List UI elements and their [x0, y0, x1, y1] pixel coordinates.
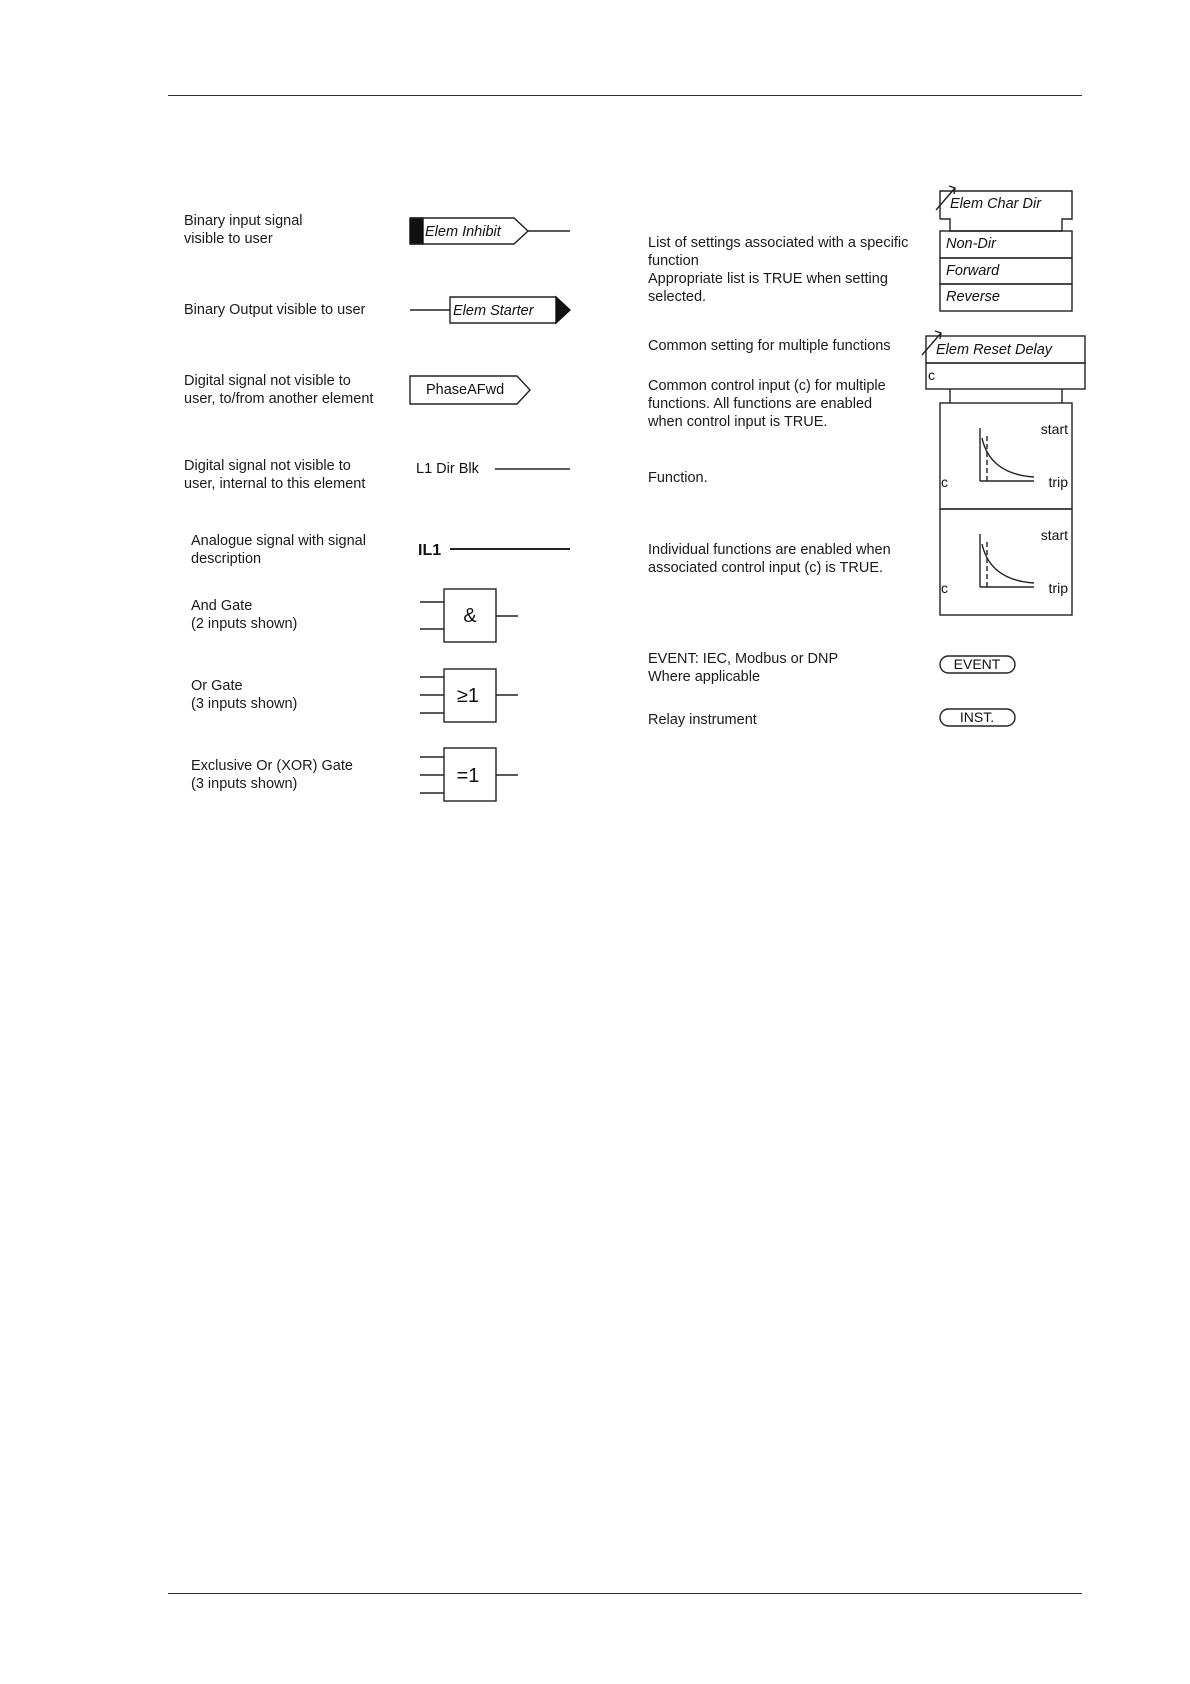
analogue-label: IL1: [418, 542, 442, 559]
individual-function-block: [940, 509, 1072, 615]
binary-input-symbol: [410, 218, 570, 244]
individual-functions-desc: Individual functions are enabled when associated control input (c) is TRUE.: [648, 542, 891, 576]
individual-start-label: start: [1040, 527, 1068, 543]
binary-input-desc: Binary input signal visible to user: [184, 213, 303, 247]
digital-internal-symbol: [416, 461, 570, 477]
individual-c-label: c: [941, 580, 948, 596]
common-control-c-label: c: [928, 367, 935, 383]
inverse-curve-icon: [982, 544, 1034, 583]
settings-option-2: Forward: [946, 263, 1000, 279]
common-setting-desc: Common setting for multiple functions: [648, 338, 891, 354]
xor-gate-label: =1: [456, 765, 480, 787]
digital-external-label: PhaseAFwd: [426, 382, 505, 398]
function-c-label: c: [941, 474, 948, 490]
common-control-symbol: [926, 363, 1085, 403]
common-control-desc: Common control input (c) for multiple functions. All functions are enabled when control input is TRUE.: [648, 378, 886, 430]
analogue-desc: Analogue signal with signal description: [191, 533, 366, 567]
or-gate-symbol: [420, 669, 518, 722]
and-gate-symbol: [420, 589, 518, 642]
binary-output-symbol: [410, 297, 570, 323]
digital-internal-label: L1 Dir Blk: [416, 461, 479, 477]
binary-output-desc: Binary Output visible to user: [184, 302, 366, 318]
or-gate-label: ≥1: [456, 685, 480, 707]
function-trip-label: trip: [1048, 474, 1068, 490]
common-setting-symbol: [922, 331, 1085, 363]
binary-input-label: Elem Inhibit: [425, 224, 501, 240]
function-desc: Function.: [648, 470, 708, 486]
function-start-label: start: [1040, 421, 1068, 437]
common-setting-title: Elem Reset Delay: [936, 342, 1053, 358]
binary-output-label: Elem Starter: [453, 303, 534, 319]
instrument-label: INST.: [959, 709, 995, 725]
xor-gate-symbol: [420, 748, 518, 801]
inverse-curve-icon: [982, 438, 1034, 477]
event-symbol: [940, 656, 1015, 673]
settings-list-desc: List of settings associated with a specific function Appropriate list is TRUE when setting selected.: [648, 235, 909, 305]
event-label: EVENT: [953, 656, 1001, 672]
settings-list-symbol: [936, 186, 1072, 311]
settings-option-1: Non-Dir: [946, 236, 996, 252]
function-block: [940, 403, 1072, 509]
analogue-symbol: [418, 542, 570, 559]
or-gate-desc: Or Gate (3 inputs shown): [191, 678, 298, 712]
settings-list-title: Elem Char Dir: [950, 196, 1042, 212]
xor-gate-desc: Exclusive Or (XOR) Gate (3 inputs shown): [191, 758, 353, 792]
and-gate-desc: And Gate (2 inputs shown): [191, 598, 298, 632]
digital-external-desc: Digital signal not visible to user, to/from another element: [184, 373, 374, 407]
event-desc: EVENT: IEC, Modbus or DNP Where applicable: [648, 651, 839, 685]
settings-option-3: Reverse: [946, 289, 1000, 305]
instrument-symbol: [940, 709, 1015, 726]
instrument-desc: Relay instrument: [648, 712, 757, 728]
individual-trip-label: trip: [1048, 580, 1068, 596]
digital-external-symbol: [410, 376, 530, 404]
digital-internal-desc: Digital signal not visible to user, internal to this element: [184, 458, 366, 492]
and-gate-label: &: [463, 605, 477, 627]
